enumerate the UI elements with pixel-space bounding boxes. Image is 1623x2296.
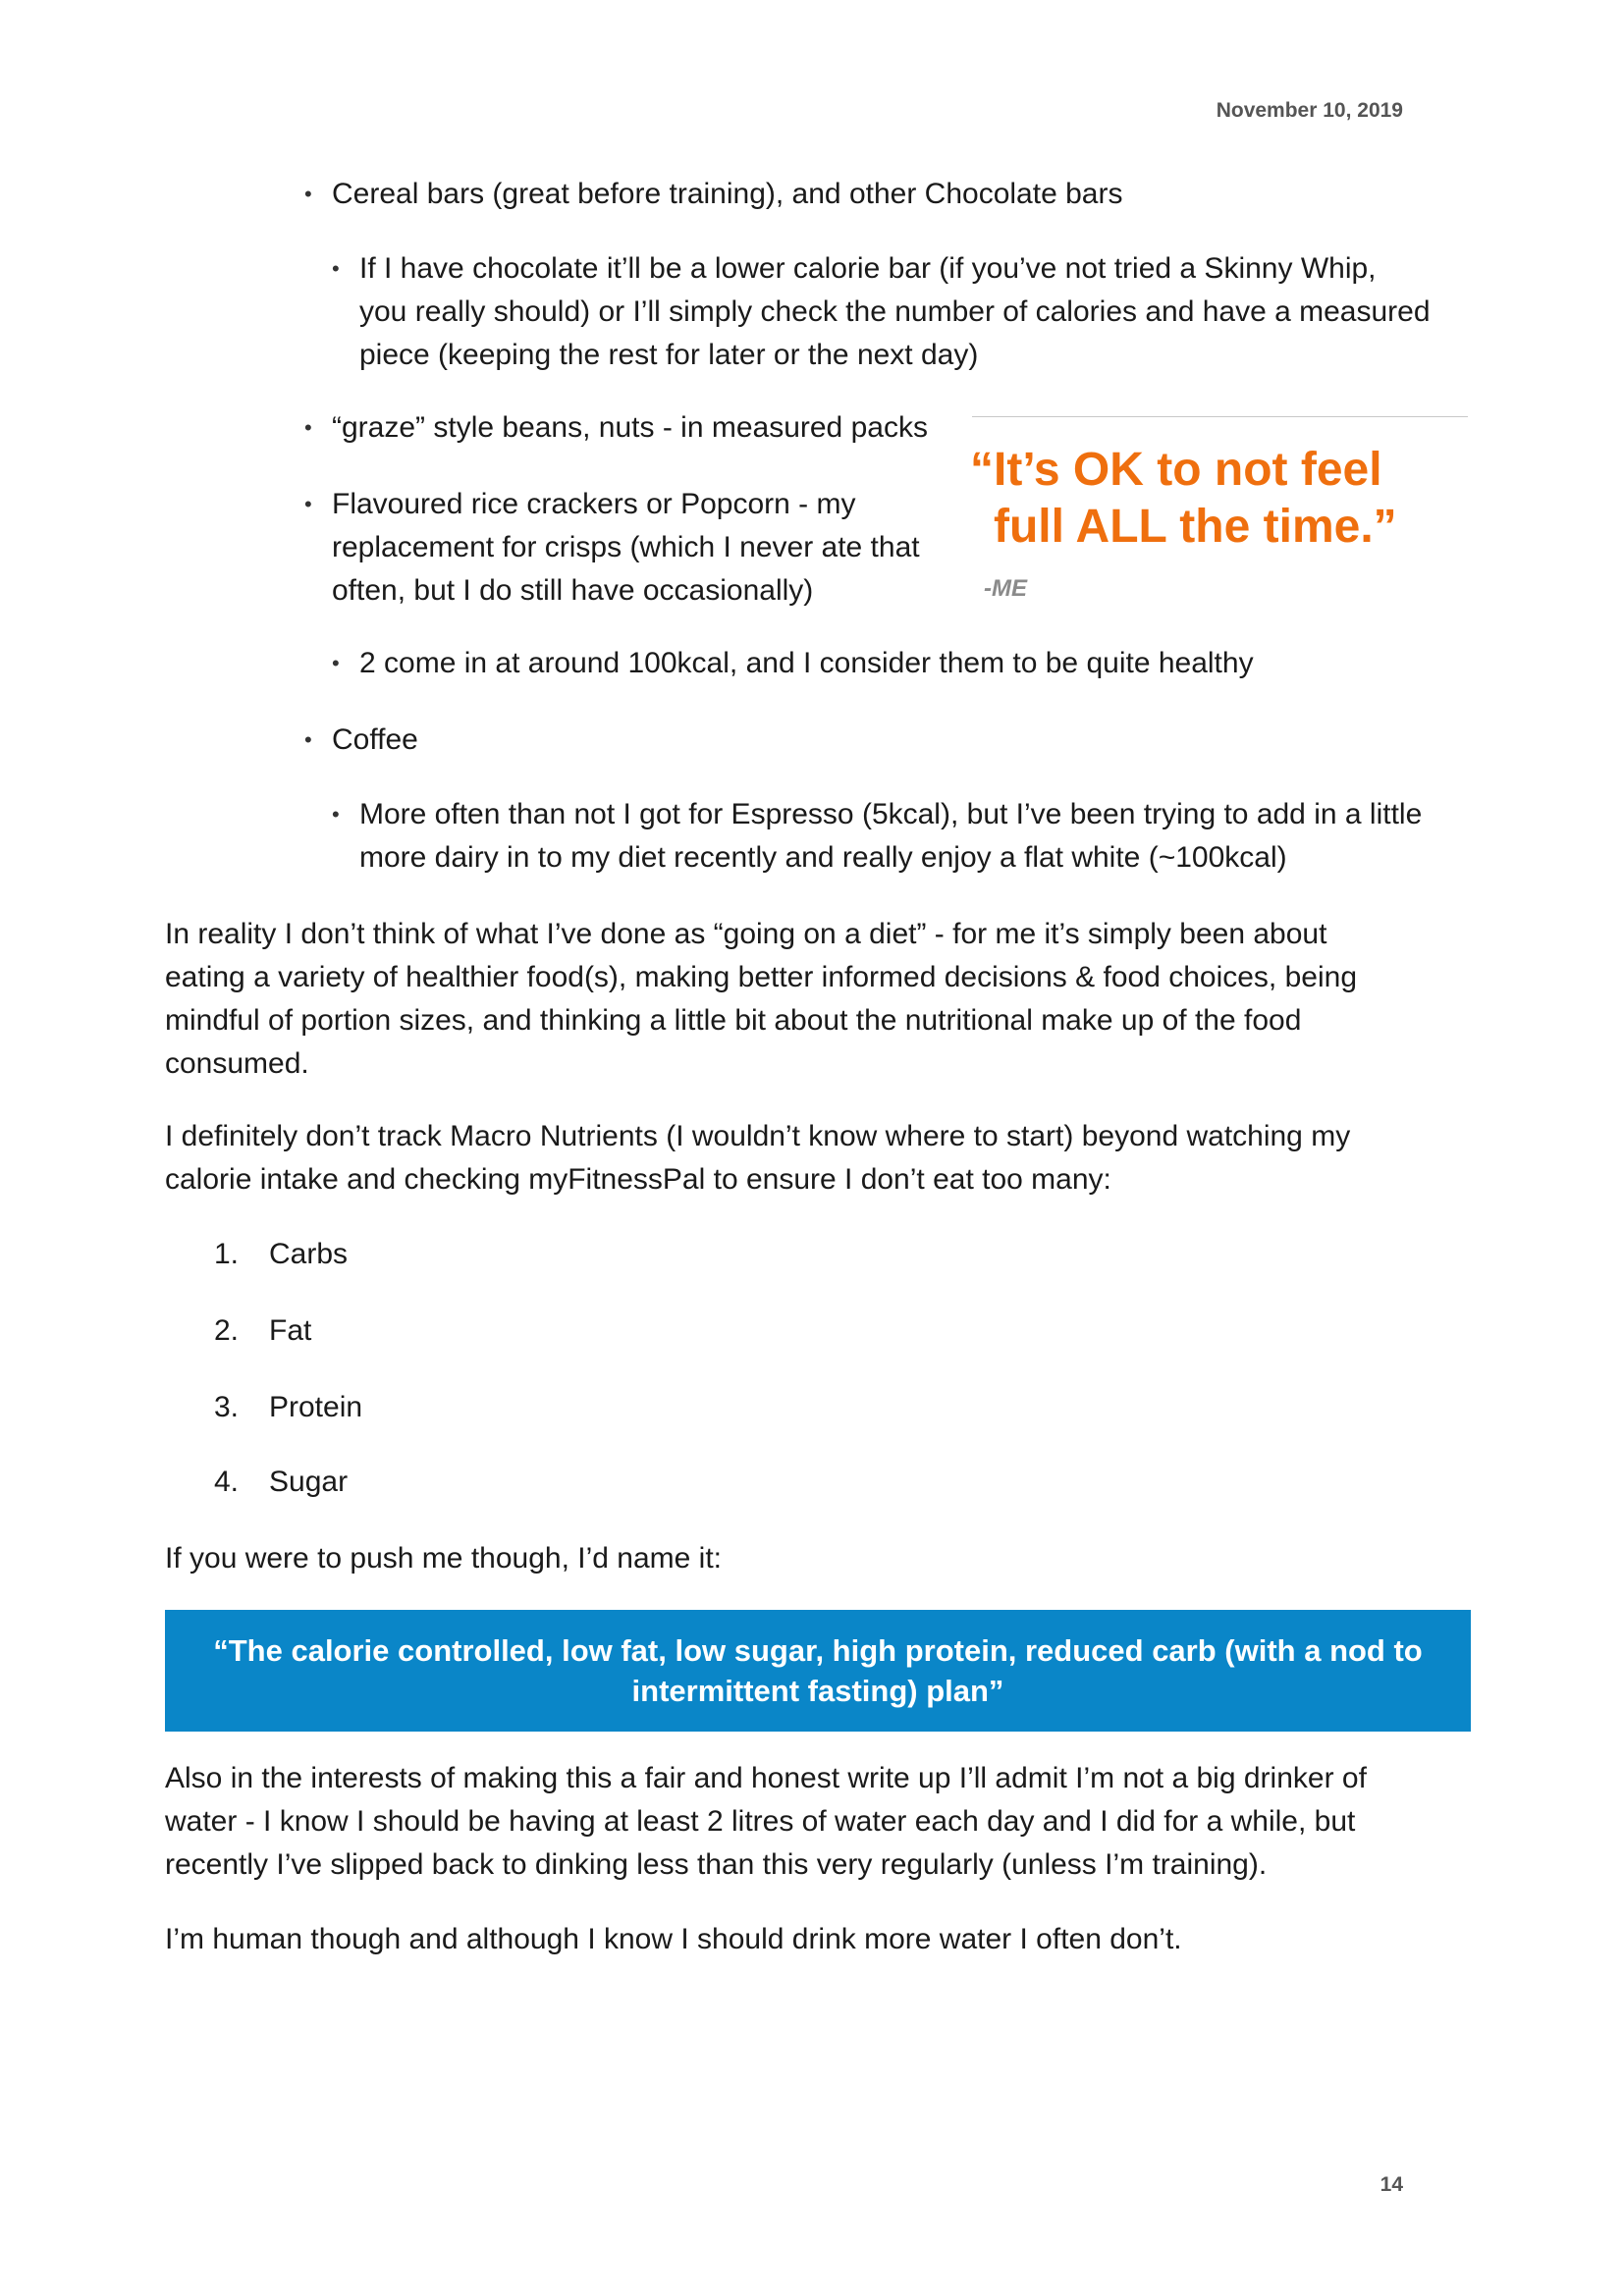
bullet-text: Coffee	[332, 723, 418, 756]
bullet-icon: •	[332, 651, 340, 675]
bullet-text: “graze” style beans, nuts - in measured packs	[332, 411, 928, 444]
list-item	[304, 483, 920, 613]
paragraph-line: If you were to push me though, I’d name it:	[165, 1542, 722, 1575]
paragraph-line: I’m human though and although I know I should drink more water I often don’t.	[165, 1923, 1182, 1955]
bullet-text-line: Flavoured rice crackers or Popcorn - my	[332, 488, 856, 520]
list-text: Carbs	[269, 1238, 349, 1270]
paragraph	[165, 1918, 1471, 1961]
paragraph	[165, 913, 1471, 1086]
callout-box	[165, 1610, 1471, 1732]
list-text: Fat	[269, 1314, 312, 1347]
paragraph-line: calorie intake and checking myFitnessPal to ensure I don’t eat too many:	[165, 1163, 1111, 1196]
list-number: 1.	[214, 1238, 240, 1270]
bullet-icon: •	[304, 182, 312, 206]
list-number: 3.	[214, 1391, 240, 1423]
bullet-text: 2 come in at around 100kcal, and I consider them to be quite healthy	[359, 647, 1254, 679]
list-text: Sugar	[269, 1466, 349, 1498]
bullet-text-line: often, but I do still have occasionally)	[332, 574, 814, 607]
bullet-text-line: More often than not I got for Espresso (5kcal), but I’ve been trying to add in a little	[359, 798, 1423, 830]
callout-line: “The calorie controlled, low fat, low sugar, high protein, reduced carb (with a nod to	[213, 1633, 1423, 1668]
bullet-text-line: you really should) or I’ll simply check the number of calories and have a measured	[359, 295, 1431, 328]
paragraph-line: Also in the interests of making this a fair and honest write up I’ll admit I’m not a big drinker of	[165, 1762, 1367, 1794]
bullet-icon: •	[332, 256, 340, 281]
list-item	[304, 173, 1123, 216]
pull-quote-line: “It’s OK to not feel	[970, 444, 1382, 496]
page-number: 14	[1380, 2173, 1403, 2196]
bullet-text-line: piece (keeping the rest for later or the next day)	[359, 339, 979, 371]
page-date: November 10, 2019	[1216, 99, 1403, 122]
pull-quote	[970, 442, 1481, 556]
list-item	[332, 247, 1431, 377]
bullet-icon: •	[304, 415, 312, 440]
paragraph	[165, 1537, 1471, 1580]
callout-line: intermittent fasting) plan”	[631, 1674, 1004, 1708]
list-number: 2.	[214, 1314, 240, 1347]
bullet-text-line: If I have chocolate it’ll be a lower calorie bar (if you’ve not tried a Skinny Whip,	[359, 252, 1377, 285]
list-text: Protein	[269, 1391, 363, 1423]
bullet-icon: •	[332, 802, 340, 827]
bullet-icon: •	[304, 727, 312, 752]
bullet-text: Cereal bars (great before training), and other Chocolate bars	[332, 178, 1123, 210]
paragraph-line: consumed.	[165, 1047, 309, 1080]
paragraph-line: water - I know I should be having at least 2 litres of water each day and I did for a while, but	[165, 1805, 1356, 1838]
list-item	[304, 719, 418, 762]
paragraph-line: I definitely don’t track Macro Nutrients (I wouldn’t know where to start) beyond watching my	[165, 1120, 1351, 1152]
paragraph	[165, 1757, 1471, 1887]
bullet-text-line: more dairy in to my diet recently and really enjoy a flat white (~100kcal)	[359, 841, 1287, 874]
bullet-text-line: replacement for crisps (which I never ate that	[332, 531, 920, 563]
list-item	[304, 406, 928, 450]
list-item	[332, 793, 1423, 880]
pull-quote-divider	[972, 416, 1468, 417]
bullet-icon: •	[304, 492, 312, 516]
paragraph-line: recently I’ve slipped back to dinking less than this very regularly (unless I’m training).	[165, 1848, 1268, 1881]
pull-quote-attribution: -ME	[984, 575, 1027, 602]
paragraph-line: mindful of portion sizes, and thinking a little bit about the nutritional make up of the food	[165, 1004, 1302, 1037]
paragraph-line: eating a variety of healthier food(s), making better informed decisions & food choices, being	[165, 961, 1358, 993]
list-item	[332, 642, 1254, 685]
list-number: 4.	[214, 1466, 240, 1498]
pull-quote-line: full ALL the time.”	[994, 501, 1397, 553]
paragraph-line: In reality I don’t think of what I’ve done as “going on a diet” - for me it’s simply been about	[165, 918, 1327, 950]
paragraph	[165, 1115, 1471, 1201]
